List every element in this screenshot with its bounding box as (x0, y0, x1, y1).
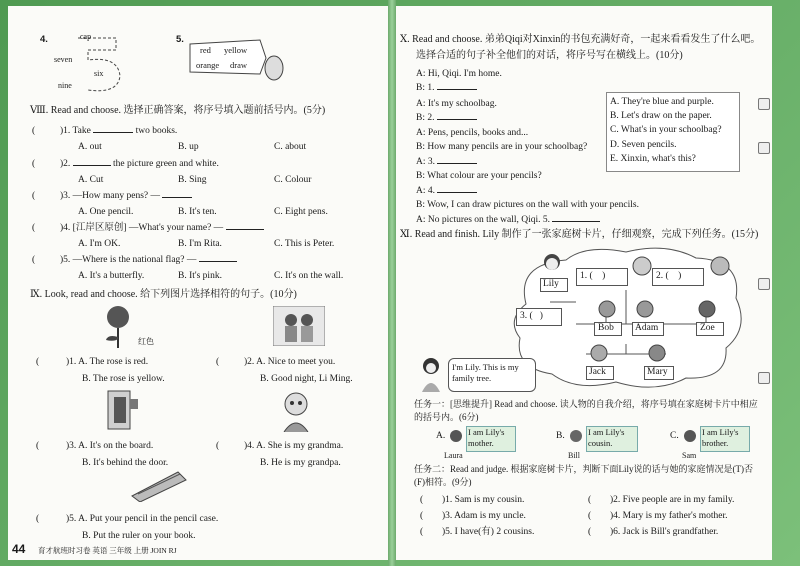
section-10-title: Ⅹ. Read and choose. 弟弟Qiqi对Xinxin的书包充满好奇，一起来看看发生了什么吧。 (400, 34, 761, 45)
q9-4-b: B. He is my grandpa. (260, 458, 341, 468)
dialog-line-3: A: It's my schoolbag. (416, 99, 497, 109)
q8-3-c: C. Eight pens. (274, 207, 328, 217)
mary-portrait (646, 342, 668, 364)
task1-option-c-name: Sam (682, 451, 697, 460)
tree-zoe: Zoe (700, 323, 715, 333)
rose-icon (100, 304, 136, 348)
task1-option-c-key: C. (670, 431, 679, 441)
q9-4-a: )4. A. She is my grandma. (244, 441, 344, 451)
left-page: 4. cap seven six nine 5. red yellow orange draw Ⅷ. Read and choose. 选择正确答案，将序号填入题前括号内。(5分) ( )1. Take two books. A. out B. up C. about ( )2. the picture green and white. A. Cut B. Sing C. Colour ( )3. —How many pens? — A. One pencil. B. It's ten. C. Eight pens. ( )4. [江岸区原创] —What's your name? — A. I'm OK. B. I'm Rita. C. This is Peter. ( )5. —Where is the national flag? — A. It's a butterfly. B. It's pink. C. It's on the wall. Ⅸ. Look, read and choose. 给下列图片选择相符的句子。(10分) 红色 ( )1. A. The rose is red. B. The rose is yellow. ( )2. A. Nice to meet you. B. Good night, Li Ming. ( )3. A. It's on the board. B. It's behind the door. ( )4. A. She is my grandma. B. He is my grandpa. ( )5. A. Put your pencil in the pencil case. B. Put the ruler on your book. 44 育才航班时习卷 英语 三年级 上册 JOIN RJ (8, 6, 388, 560)
q8-5-blank[interactable] (199, 261, 237, 262)
bill-portrait (568, 428, 584, 448)
dialog-line-9: A: 4. (416, 185, 477, 197)
tree-adam: Adam (635, 323, 659, 333)
task1-option-a-key: A. (436, 431, 446, 441)
task1-instructions: 任务一：[思维提升] Read and choose. 读人物的自我介绍，将序号填在家庭树卡片中相应的括号内。(6分) (414, 399, 758, 422)
dialog-line-11: A: No pictures on the wall, Qiqi. 5. (416, 214, 600, 226)
judge-5: )5. I have(有) 2 cousins. (442, 527, 535, 537)
page-edge-tab (758, 98, 770, 110)
dialog-blank-5[interactable] (552, 221, 600, 222)
dialog-line-6: B: How many pencils are in your schoolbag? (416, 142, 588, 152)
item-5-number: 5. (176, 34, 184, 45)
q8-3-blank[interactable] (162, 197, 192, 198)
dialog-line-7: A: 3. (416, 156, 477, 168)
q9-2-a: )2. A. Nice to meet you. (244, 357, 336, 367)
task2-instructions: 任务二：Read and judge. 根据家庭树卡片，判断下面Lily说的话与她的家庭情况是(T)否(F)相符。(9分) (414, 464, 753, 487)
q9-1-b: B. The rose is yellow. (82, 374, 165, 384)
item-4-number: 4. (40, 34, 48, 45)
word-draw: draw (230, 60, 247, 70)
q8-1-blank[interactable] (93, 132, 133, 133)
task1-option-a-text: I am Lily's mother. (468, 427, 505, 448)
q9-2-b: B. Good night, Li Ming. (260, 374, 353, 384)
q8-5-a: A. It's a butterfly. (78, 271, 145, 281)
q8-2-b: B. Sing (178, 175, 207, 185)
section-9-title: Ⅸ. Look, read and choose. 给下列图片选择相符的句子。(10分) (30, 289, 297, 300)
q8-2-c: C. Colour (274, 175, 312, 185)
q8-1-stem: )1. Take two books. (60, 126, 178, 136)
option-b: B. Let's draw on the paper. (610, 111, 712, 121)
q8-3-b: B. It's ten. (178, 207, 217, 217)
section-8-title: Ⅷ. Read and choose. 选择正确答案，将序号填入题前括号内。(5分) (30, 105, 326, 116)
dialog-line-10: B: Wow, I can draw pictures on the wall with your pencils. (416, 200, 639, 210)
q8-4-stem: )4. [江岸区原创] —What's your name? — (60, 222, 264, 234)
word-yellow: yellow (224, 45, 248, 55)
q8-1-a: A. out (78, 142, 102, 152)
pencil-case-icon (128, 468, 190, 502)
word-cap: cap (80, 32, 92, 41)
q8-3-stem: )3. —How many pens? — (60, 190, 192, 202)
right-page: Ⅹ. Read and choose. 弟弟Qiqi对Xinxin的书包充满好奇，一起来看看发生了什么吧。 选择合适的句子补全他们的对话，将序号写在横线上。(10分) A: Hi, Qiqi. I'm home. B: 1. A: It's my schoolbag. B: 2. A: Pens, pencils, books and... B: How many pencils are in your schoolbag? A: 3. B: What colour are your pencils? A: 4. B: Wow, I can draw pictures on the wall with your pencils. A: No pictures on the wall, Qiqi. 5. A. They're blue and purple. B. Let's draw on the paper. C. What's in your schoolbag? D. Seven pencils. E. Xinxin, what's this? Ⅺ. Read and finish. Lily 制作了一张家庭树卡片，仔细观察，完成下列任务。(15分) Lily 1. ( ) 2. ( ) 3. ( ) Bob Adam Zoe Jack Mary I'm Lily. This is my family tree. 任务一：[思维提升] Read and choose. 读人物的自我介绍，将序号填在家庭树卡片中相应的括号内。(6分) A. I am Lily's mother. Laura B. I am Lily's cousin. Bill C. I am Lily's brother. Sam 任务二：Read and judge. 根据家庭树卡片，判断下面Lily说的话与她的家庭情况是(T)否(F)相符。(9分) ( )1. Sam is my cousin. ( )2. Five people are in my family. ( )3. Adam is my uncle. ( )4. Mary is my father's mother. ( )5. I have(有) 2 cousins. ( )6. Jack is Bill's grandfather. (396, 6, 772, 560)
q8-4-b: B. I'm Rita. (178, 239, 222, 249)
section-11-title: Ⅺ. Read and finish. Lily 制作了一张家庭树卡片，仔细观察，完成下列任务。(15分) (400, 229, 759, 240)
judge-6: )6. Jack is Bill's grandfather. (610, 527, 719, 537)
q8-4-blank[interactable] (226, 229, 264, 230)
page-edge-tab (758, 372, 770, 384)
q8-1-b: B. up (178, 142, 199, 152)
task1-option-c-text: I am Lily's brother. (702, 427, 739, 448)
footer-text: 育才航班时习卷 英语 三年级 上册 JOIN RJ (38, 546, 177, 555)
task1-option-b-key: B. (556, 431, 565, 441)
sam-portrait (682, 428, 698, 448)
q9-3-a: )3. A. It's on the board. (66, 441, 154, 451)
bob-portrait (596, 298, 618, 320)
laura-portrait (448, 428, 464, 448)
greeting-people-icon (273, 306, 325, 346)
q8-1-c: C. about (274, 142, 307, 152)
door-icon (106, 389, 140, 431)
q8-4-c: C. This is Peter. (274, 239, 335, 249)
word-seven: seven (54, 55, 73, 64)
q8-2-blank[interactable] (73, 165, 111, 166)
q8-2-a: A. Cut (78, 175, 104, 185)
grandpa-icon (278, 390, 314, 432)
dialog-line-1: A: Hi, Qiqi. I'm home. (416, 69, 502, 79)
option-c: C. What's in your schoolbag? (610, 125, 722, 135)
task1-option-b-name: Bill (568, 451, 581, 460)
judge-1: )1. Sam is my cousin. (442, 495, 525, 505)
q8-4-a: A. I'm OK. (78, 239, 121, 249)
q8-2-stem: )2. the picture green and white. (60, 159, 219, 169)
page-number: 44 (12, 542, 26, 556)
judge-4: )4. Mary is my father's mother. (610, 511, 728, 521)
page-edge-tab (758, 142, 770, 154)
tree-mary: Mary (647, 367, 668, 377)
dialog-line-5: A: Pens, pencils, books and... (416, 128, 529, 138)
task1-option-a-name: Laura (444, 451, 463, 460)
q8-5-stem: )5. —Where is the national flag? — (60, 254, 237, 266)
book-spine (388, 0, 396, 566)
word-orange: orange (196, 60, 220, 70)
lily-portrait (540, 252, 564, 276)
dialog-blank-3[interactable] (437, 163, 477, 164)
judge-3: )3. Adam is my uncle. (442, 511, 526, 521)
q8-3-a: A. One pencil. (78, 207, 134, 217)
adam-portrait (634, 298, 656, 320)
word-red: red (200, 45, 211, 55)
jack-portrait (588, 342, 610, 364)
dialog-blank-4[interactable] (437, 192, 477, 193)
section-10-subtitle: 选择合适的句子补全他们的对话，将序号写在横线上。(10分) (416, 50, 683, 61)
word-six: six (94, 69, 104, 78)
option-a: A. They're blue and purple. (610, 97, 714, 107)
dialog-blank-1[interactable] (437, 89, 477, 90)
dialog-line-8: B: What colour are your pencils? (416, 171, 542, 181)
rose-color-label: 红色 (138, 337, 154, 346)
q9-3-b: B. It's behind the door. (82, 458, 169, 468)
option-e: E. Xinxin, what's this? (610, 154, 696, 164)
grandpa-portrait (630, 254, 654, 278)
q9-1-a: )1. A. The rose is red. (66, 357, 149, 367)
option-d: D. Seven pencils. (610, 140, 677, 150)
page-edge-tab (758, 278, 770, 290)
q9-5-a: )5. A. Put your pencil in the pencil case. (66, 514, 219, 524)
judge-2: )2. Five people are in my family. (610, 495, 735, 505)
zoe-portrait (696, 298, 718, 320)
tree-jack: Jack (589, 367, 606, 377)
tree-lily: Lily (543, 279, 559, 289)
tree-bob: Bob (598, 323, 614, 333)
q8-5-b: B. It's pink. (178, 271, 222, 281)
dialog-line-4: B: 2. (416, 112, 477, 124)
lily-girl-icon (418, 356, 444, 392)
dialog-line-2: B: 1. (416, 82, 477, 94)
dialog-blank-2[interactable] (437, 119, 477, 120)
q9-5-b: B. Put the ruler on your book. (82, 531, 196, 541)
word-nine: nine (58, 81, 72, 90)
q8-5-c: C. It's on the wall. (274, 271, 344, 281)
task1-option-b-text: I am Lily's cousin. (588, 427, 625, 448)
grandma-portrait (708, 254, 732, 278)
